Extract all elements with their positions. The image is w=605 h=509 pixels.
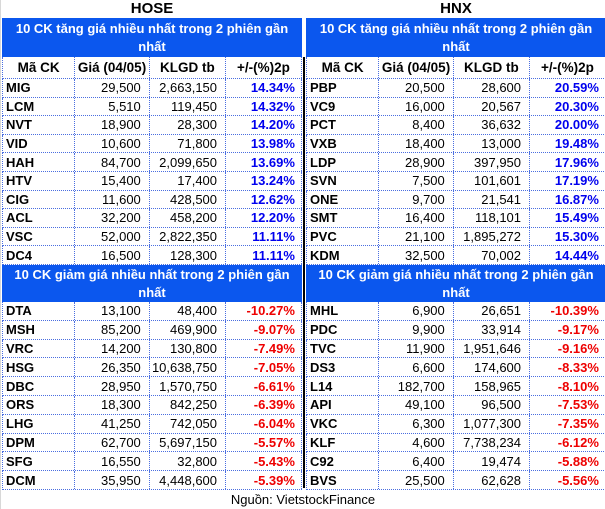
hnx-gainers-banner: 10 CK tăng giá nhiều nhất trong 2 phiên gần nhất [306,18,605,57]
ticker-cell: BVS [307,471,379,489]
change-cell: -6.39% [226,396,302,414]
table-row [2,302,302,321]
ticker-cell: HSG [3,358,75,376]
change-cell: -5.43% [226,452,302,470]
volume-cell: 119,450 [150,98,226,116]
volume-cell: 5,697,150 [150,434,226,452]
ticker-cell: LDP [307,153,379,171]
ticker-cell: PDC [307,321,379,339]
price-cell: 13,100 [75,302,149,320]
column-header-price: Giá (04/05) [379,57,453,78]
ticker-cell: VRC [3,340,75,358]
price-cell: 49,100 [379,396,453,414]
exchange-title-hnx: HNX [440,0,472,17]
table-row [2,153,302,172]
volume-cell: 32,800 [150,452,226,470]
ticker-cell: VSC [3,228,75,246]
ticker-cell: SVN [307,172,379,190]
price-cell: 41,250 [75,415,149,433]
table-row [306,246,605,265]
ticker-cell: VKC [307,415,379,433]
volume-cell: 70,002 [454,246,530,264]
table-row [306,228,605,247]
volume-cell: 33,914 [454,321,530,339]
volume-cell: 2,822,350 [150,228,226,246]
column-header-volume: KLGD tb [150,57,226,78]
table-row [306,191,605,210]
exchange-title-hose: HOSE [130,0,174,17]
ticker-cell: HTV [3,172,75,190]
table-row [2,98,302,117]
change-cell: -7.49% [226,340,302,358]
price-cell: 28,900 [379,153,453,171]
table-row [2,228,302,247]
change-cell: -9.07% [226,321,302,339]
change-cell: -10.39% [530,302,605,320]
price-cell: 6,600 [379,358,453,376]
price-cell: 62,700 [75,434,149,452]
change-cell: 14.32% [226,98,302,116]
ticker-cell: SMT [307,209,379,227]
ticker-cell: C92 [307,452,379,470]
price-cell: 7,500 [379,172,453,190]
volume-cell: 26,651 [454,302,530,320]
table-row [306,98,605,117]
price-cell: 18,400 [379,135,453,153]
table-row [2,377,302,396]
volume-cell: 118,101 [454,209,530,227]
change-cell: -7.53% [530,396,605,414]
table-row [2,209,302,228]
change-cell: 14.44% [530,246,605,264]
volume-cell: 36,632 [454,116,530,134]
change-cell: -9.17% [530,321,605,339]
ticker-cell: MSH [3,321,75,339]
change-cell: 11.11% [226,246,302,264]
volume-cell: 28,600 [454,79,530,97]
ticker-cell: LHG [3,415,75,433]
table-row [2,116,302,135]
price-cell: 28,950 [75,377,149,395]
change-cell: 14.34% [226,79,302,97]
table-row [2,340,302,359]
change-cell: 15.49% [530,209,605,227]
source-credit: Nguồn: VietstockFinance [230,492,376,507]
change-cell: 13.69% [226,153,302,171]
change-cell: -10.27% [226,302,302,320]
table-row [306,452,605,471]
table-row [306,302,605,321]
hnx-column-header-row [306,57,605,79]
volume-cell: 1,895,272 [454,228,530,246]
change-cell: 17.96% [530,153,605,171]
table-row [2,172,302,191]
ticker-cell: ONE [307,191,379,209]
volume-cell: 71,800 [150,135,226,153]
change-cell: -6.12% [530,434,605,452]
volume-cell: 1,951,646 [454,340,530,358]
ticker-cell: PBP [307,79,379,97]
table-row [306,471,605,490]
table-row [306,321,605,340]
price-cell: 20,500 [379,79,453,97]
table-row [306,79,605,98]
volume-cell: 2,099,650 [150,153,226,171]
price-cell: 84,700 [75,153,149,171]
volume-cell: 21,541 [454,191,530,209]
ticker-cell: SFG [3,452,75,470]
volume-cell: 842,250 [150,396,226,414]
ticker-cell: DS3 [307,358,379,376]
price-cell: 6,900 [379,302,453,320]
hnx-gainers-rows [306,79,605,265]
table-row [2,79,302,98]
volume-cell: 428,500 [150,191,226,209]
volume-cell: 4,448,600 [150,471,226,489]
price-cell: 9,900 [379,321,453,339]
table-row [2,396,302,415]
table-row [2,135,302,154]
ticker-cell: DC4 [3,246,75,264]
volume-cell: 158,965 [454,377,530,395]
column-header-change: +/-(%)2p [530,57,605,78]
column-header-ticker: Mã CK [3,57,75,78]
ticker-cell: VXB [307,135,379,153]
change-cell: 12.62% [226,191,302,209]
price-cell: 29,500 [75,79,149,97]
price-cell: 10,600 [75,135,149,153]
hose-column-header-row [2,57,302,79]
change-cell: -6.61% [226,377,302,395]
change-cell: 13.98% [226,135,302,153]
price-cell: 18,300 [75,396,149,414]
change-cell: 20.00% [530,116,605,134]
ticker-cell: MIG [3,79,75,97]
table-row [306,340,605,359]
ticker-cell: VID [3,135,75,153]
volume-cell: 62,628 [454,471,530,489]
change-cell: -7.05% [226,358,302,376]
ticker-cell: DPM [3,434,75,452]
hose-losers-rows [2,302,302,490]
price-cell: 16,500 [75,246,149,264]
change-cell: 15.30% [530,228,605,246]
ticker-cell: ORS [3,396,75,414]
price-cell: 9,700 [379,191,453,209]
volume-cell: 10,638,750 [150,358,226,376]
ticker-cell: ACL [3,209,75,227]
price-cell: 11,900 [379,340,453,358]
volume-cell: 174,600 [454,358,530,376]
volume-cell: 96,500 [454,396,530,414]
hose-losers-banner: 10 CK giảm giá nhiều nhất trong 2 phiên gần nhất [2,265,302,302]
change-cell: 20.59% [530,79,605,97]
table-row [2,246,302,265]
price-cell: 18,900 [75,116,149,134]
table-row [306,358,605,377]
table-row [306,434,605,453]
ticker-cell: VC9 [307,98,379,116]
ticker-cell: DBC [3,377,75,395]
ticker-cell: MHL [307,302,379,320]
table-divider-line [303,57,305,488]
ticker-cell: DTA [3,302,75,320]
volume-cell: 1,077,300 [454,415,530,433]
price-cell: 85,200 [75,321,149,339]
volume-cell: 17,400 [150,172,226,190]
change-cell: -5.39% [226,471,302,489]
change-cell: 12.20% [226,209,302,227]
ticker-cell: LCM [3,98,75,116]
change-cell: -8.33% [530,358,605,376]
price-cell: 14,200 [75,340,149,358]
price-cell: 32,500 [379,246,453,264]
table-row [2,415,302,434]
volume-cell: 397,950 [454,153,530,171]
change-cell: -9.16% [530,340,605,358]
price-cell: 6,300 [379,415,453,433]
change-cell: 13.24% [226,172,302,190]
price-cell: 182,700 [379,377,453,395]
ticker-cell: HAH [3,153,75,171]
table-row [2,471,302,490]
ticker-cell: NVT [3,116,75,134]
volume-cell: 28,300 [150,116,226,134]
volume-cell: 7,738,234 [454,434,530,452]
price-cell: 4,600 [379,434,453,452]
price-cell: 25,500 [379,471,453,489]
change-cell: 20.30% [530,98,605,116]
ticker-cell: CIG [3,191,75,209]
change-cell: 17.19% [530,172,605,190]
ticker-cell: KDM [307,246,379,264]
column-header-ticker: Mã CK [307,57,379,78]
price-cell: 11,600 [75,191,149,209]
table-row [306,172,605,191]
change-cell: -5.57% [226,434,302,452]
hnx-losers-rows [306,302,605,490]
volume-cell: 1,570,750 [150,377,226,395]
hose-gainers-rows [2,79,302,265]
change-cell: 14.20% [226,116,302,134]
volume-cell: 20,567 [454,98,530,116]
change-cell: 16.87% [530,191,605,209]
price-cell: 6,400 [379,452,453,470]
ticker-cell: PVC [307,228,379,246]
price-cell: 21,100 [379,228,453,246]
table-row [2,191,302,210]
change-cell: -8.10% [530,377,605,395]
price-cell: 8,400 [379,116,453,134]
table-row [306,209,605,228]
column-header-volume: KLGD tb [454,57,530,78]
ticker-cell: API [307,396,379,414]
table-row [306,135,605,154]
ticker-cell: KLF [307,434,379,452]
column-header-change: +/-(%)2p [226,57,302,78]
ticker-cell: L14 [307,377,379,395]
table-row [306,415,605,434]
change-cell: -6.04% [226,415,302,433]
change-cell: -5.88% [530,452,605,470]
table-row [2,434,302,453]
change-cell: 19.48% [530,135,605,153]
price-cell: 52,000 [75,228,149,246]
change-cell: 11.11% [226,228,302,246]
price-cell: 15,400 [75,172,149,190]
volume-cell: 458,200 [150,209,226,227]
price-cell: 26,350 [75,358,149,376]
volume-cell: 742,050 [150,415,226,433]
change-cell: -7.35% [530,415,605,433]
change-cell: -5.56% [530,471,605,489]
table-row [306,396,605,415]
price-cell: 16,400 [379,209,453,227]
table-row [2,358,302,377]
column-header-price: Giá (04/05) [75,57,149,78]
table-row [306,377,605,396]
table-row [306,153,605,172]
ticker-cell: PCT [307,116,379,134]
table-row [2,452,302,471]
hose-gainers-banner: 10 CK tăng giá nhiều nhất trong 2 phiên gần nhất [2,18,302,57]
volume-cell: 128,300 [150,246,226,264]
ticker-cell: DCM [3,471,75,489]
volume-cell: 19,474 [454,452,530,470]
hose-table [2,0,302,490]
hnx-table [306,0,605,490]
table-row [2,321,302,340]
price-cell: 32,200 [75,209,149,227]
volume-cell: 469,900 [150,321,226,339]
price-cell: 5,510 [75,98,149,116]
volume-cell: 101,601 [454,172,530,190]
price-cell: 16,550 [75,452,149,470]
table-row [306,116,605,135]
price-cell: 35,950 [75,471,149,489]
price-cell: 16,000 [379,98,453,116]
volume-cell: 48,400 [150,302,226,320]
volume-cell: 2,663,150 [150,79,226,97]
hnx-losers-banner: 10 CK giảm giá nhiều nhất trong 2 phiên gần nhất [306,265,605,302]
volume-cell: 13,000 [454,135,530,153]
volume-cell: 130,800 [150,340,226,358]
ticker-cell: TVC [307,340,379,358]
